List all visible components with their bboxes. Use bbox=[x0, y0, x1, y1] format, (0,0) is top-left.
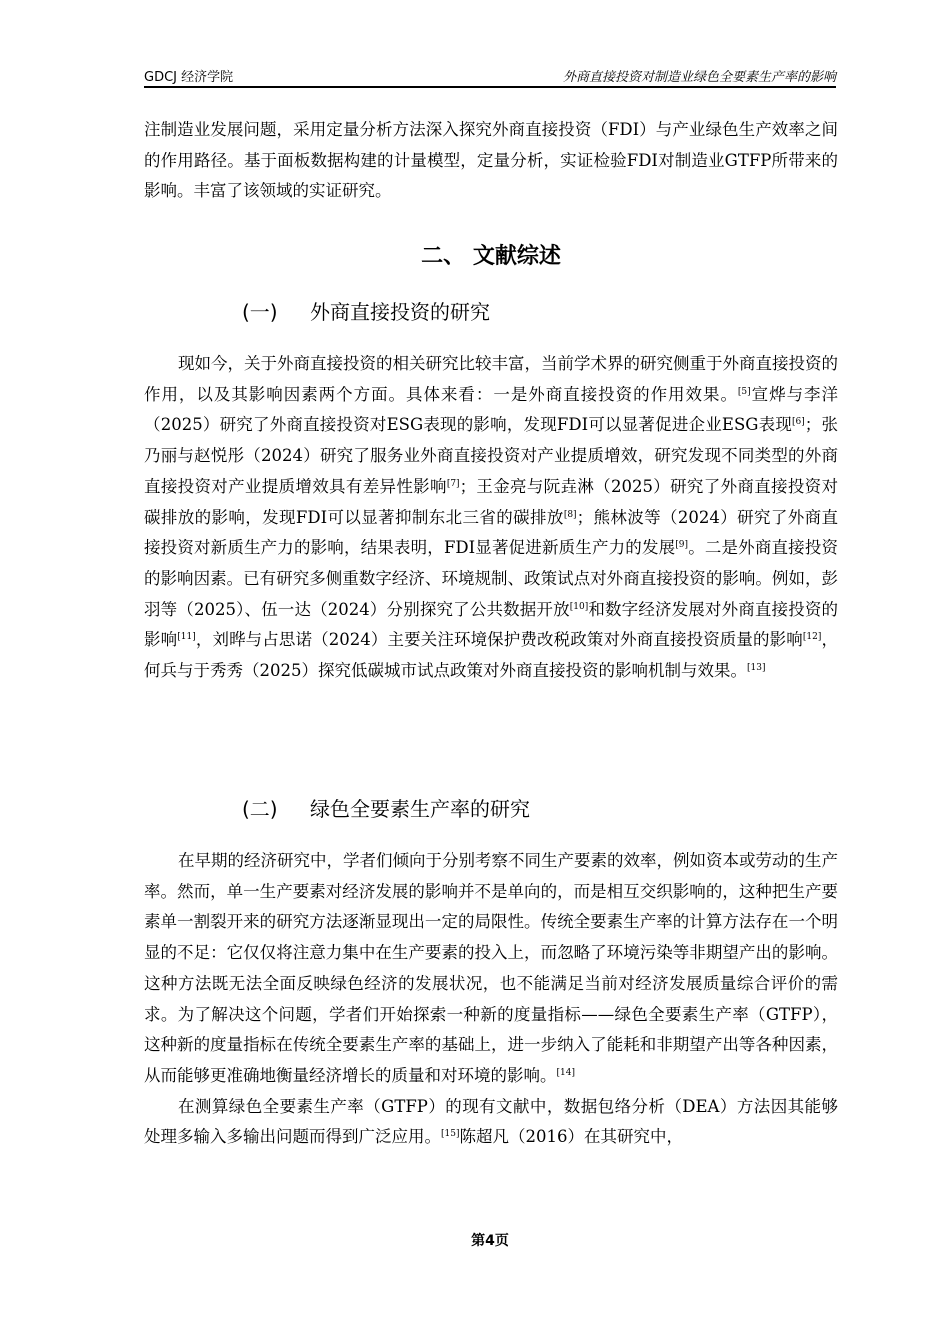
subsection-title-2: 绿色全要素生产率的研究 bbox=[310, 797, 530, 821]
citation: [8] bbox=[563, 509, 577, 520]
page-number: 第4页 bbox=[471, 1233, 509, 1249]
subsection-number-2: (二) bbox=[242, 797, 278, 821]
text-run: 宣烨与李洋（2025）研究了外商直接投资对ESG表现的影响，发现FDI可以显著促进企业ESG表现 bbox=[144, 384, 839, 435]
gtfp-paragraph-1 bbox=[144, 846, 838, 1092]
citation: [7] bbox=[446, 478, 460, 489]
text-run: 。二是外商直接投资的影响因素。已有研究多侧重数字经济、环境规制、政策试点对外商直接投资的影响。例如，彭羽等（2025）、伍一达（2024）分别探究了公共数据开放 bbox=[144, 538, 839, 619]
citation: [5] bbox=[737, 386, 751, 397]
intro-paragraph-block bbox=[144, 115, 838, 207]
text-run: ，刘晔与占思诺（2024）主要关注环境保护费改税政策对外商直接投资质量的影响 bbox=[195, 630, 803, 650]
citation: [10] bbox=[569, 601, 589, 612]
citation: [13] bbox=[747, 663, 766, 674]
text-run: 陈超凡（2016）在其研究中， bbox=[459, 1127, 683, 1147]
subsection-number-1: (一) bbox=[242, 300, 278, 324]
header-paper-title: 外商直接投资对制造业绿色全要素生产率的影响 bbox=[562, 70, 836, 85]
citation: [14] bbox=[556, 1067, 575, 1078]
subsection-heading-2 bbox=[242, 793, 530, 822]
intro-paragraph: 注制造业发展问题，采用定量分析方法深入探究外商直接投资（FDI）与产业绿色生产效率之间的作用路径。基于面板数据构建的计量模型，定量分析，实证检验FDI对制造业GTFP所带来的影响。丰富了该领域的实证研究。 bbox=[144, 120, 838, 201]
fdi-paragraph bbox=[144, 349, 838, 687]
gtfp-paragraph-block bbox=[144, 846, 838, 1153]
text-run: 现如今，关于外商直接投资的相关研究比较丰富，当前学术界的研究侧重于外商直接投资的作用，以及其影响因素两个方面。具体来看：一是外商直接投资的作用效果。 bbox=[144, 354, 838, 404]
subsection-title-1: 外商直接投资的研究 bbox=[310, 300, 490, 324]
text-run: ，何兵与于秀秀（2025）探究低碳城市试点政策对外商直接投资的影响机制与效果。 bbox=[144, 630, 839, 681]
text-run: 在测算绿色全要素生产率（GTFP）的现有文献中，数据包络分析（DEA）方法因其能够处理多输入多输出问题而得到广泛应用。 bbox=[144, 1096, 838, 1147]
subsection-heading-1 bbox=[242, 296, 490, 325]
page-header bbox=[144, 66, 836, 86]
section-heading: 二、 文献综述 bbox=[421, 244, 561, 269]
text-run: ；王金亮与阮垚淋（2025）研究了外商直接投资对碳排放的影响，发现FDI可以显著抑制东北三省的碳排放 bbox=[144, 476, 839, 527]
citation: [11] bbox=[177, 632, 196, 643]
fdi-paragraph-block bbox=[144, 349, 838, 687]
header-institution: GDCJ 经济学院 bbox=[144, 70, 234, 85]
citation: [6] bbox=[792, 417, 805, 428]
text-run: ；张乃丽与赵悦彤（2024）研究了服务业外商直接投资对产业提质增效，研究发现不同类型的外商直接投资对产业提质增效具有差异性影响 bbox=[144, 415, 838, 496]
citation: [12] bbox=[802, 632, 822, 643]
header-rule bbox=[144, 86, 836, 88]
citation: [9] bbox=[675, 540, 689, 551]
text-run: ；熊林波等（2024）研究了外商直接投资对新质生产力的影响，结果表明，FDI显著促进新质生产力的发展 bbox=[144, 507, 838, 558]
gtfp-paragraph-2 bbox=[144, 1092, 838, 1153]
text-run: 在早期的经济研究中，学者们倾向于分别考察不同生产要素的效率，例如资本或劳动的生产率。然而，单一生产要素对经济发展的影响并不是单向的，而是相互交织影响的，这种把生产要素单一割裂开来的研究方法逐渐显现出一定的局限性。传统全要素生产率的计算方法存在一个明显的不足：它仅仅将注意力集中在生产要素的投入上，而忽略了环境污染等非期望产出的影响。这种方法既无法全面反映绿色经济的发展状况，也不能满足当前对经济发展质量综合评价的需求。为了解决这个问题，学者们开始探索一种新的度量指标——绿色全要素生产率（GTFP），这种新的度量指标在传统全要素生产率的基础上，进一步纳入了能耗和非期望产出等各种因素，从而能够更准确地衡量经济增长的质量和对环境的影响。 bbox=[144, 851, 838, 1085]
text-run: 和数字经济发展对外商直接投资的影响 bbox=[144, 599, 839, 650]
citation: [15] bbox=[441, 1129, 460, 1140]
